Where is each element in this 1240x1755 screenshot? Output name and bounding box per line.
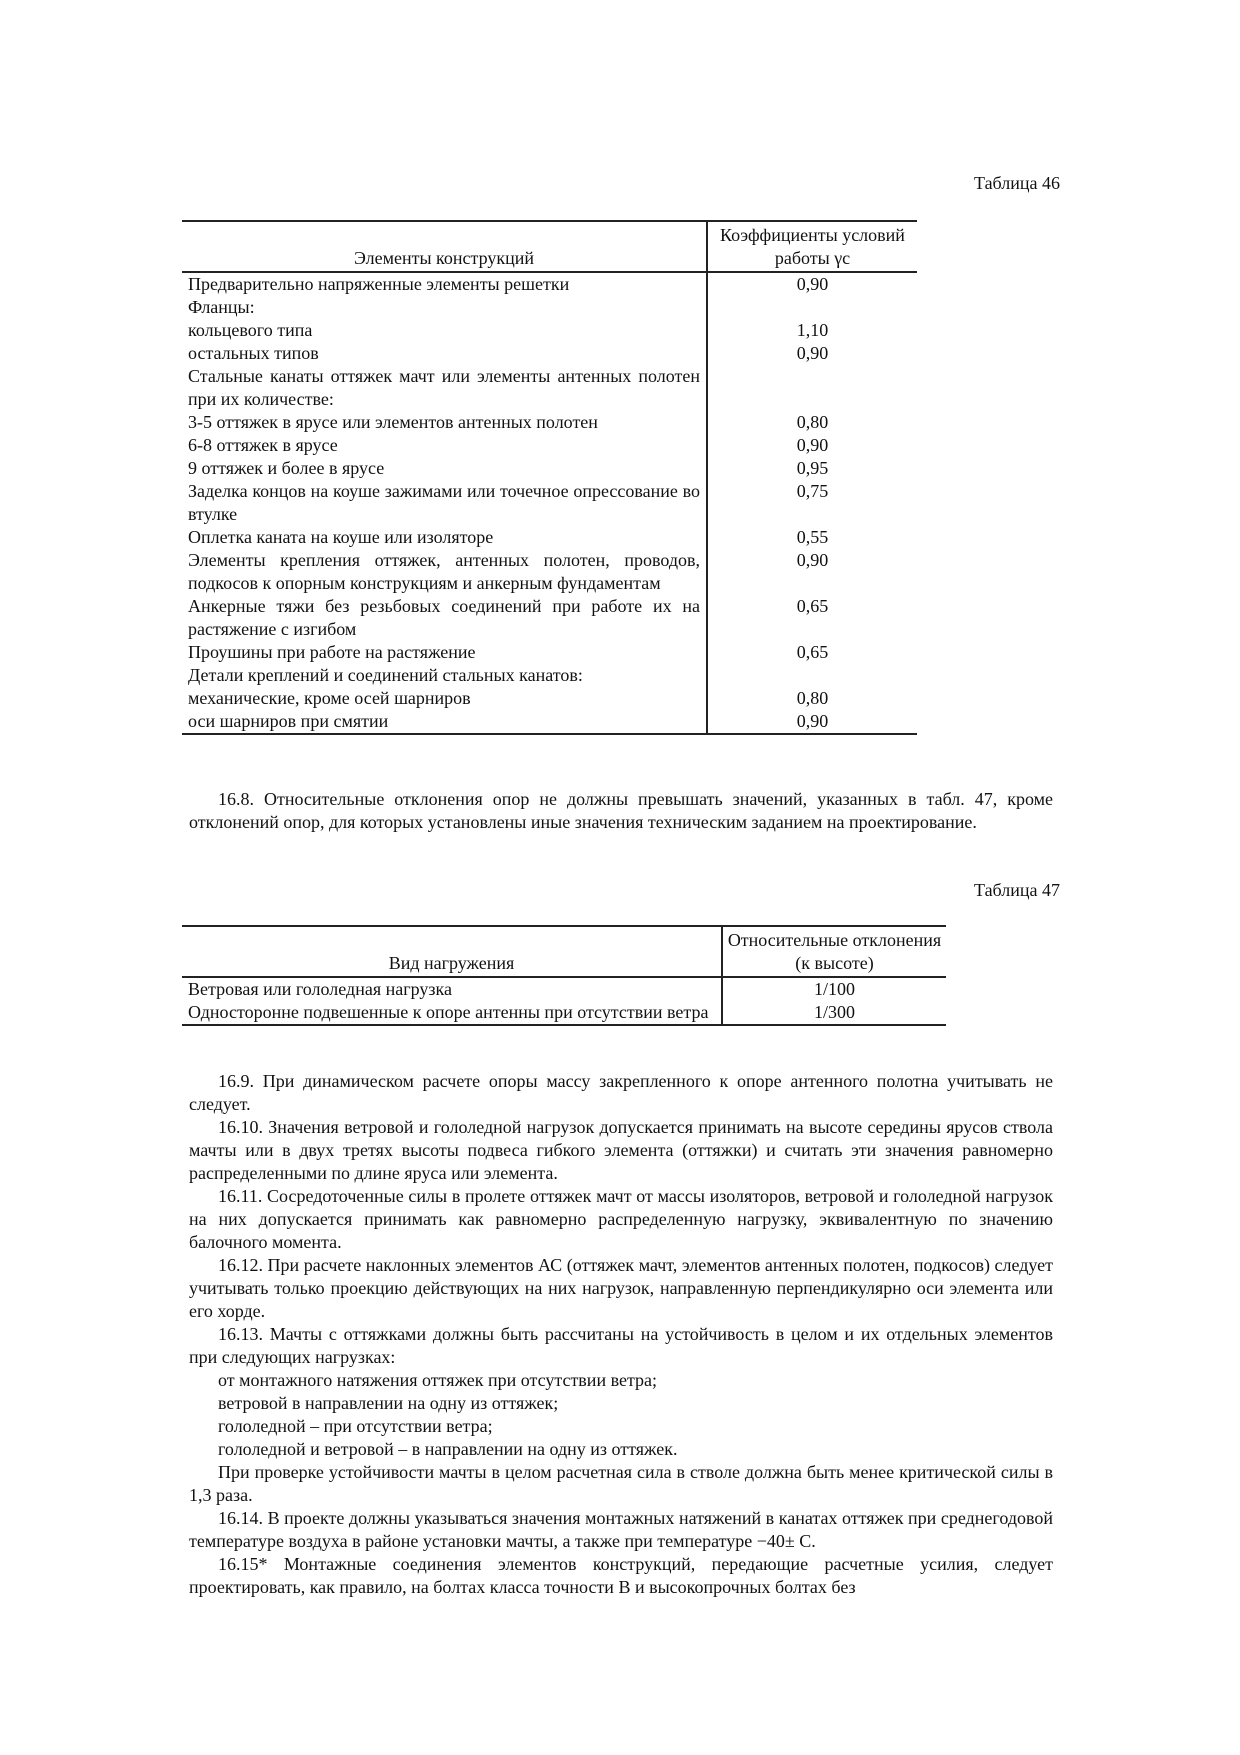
table-46 bbox=[182, 220, 917, 735]
table-row bbox=[182, 664, 917, 687]
paragraph: гололедной – при отсутствии ветра; bbox=[218, 1416, 493, 1436]
row-value: 0,80 bbox=[707, 411, 917, 434]
body-paragraphs bbox=[189, 1070, 1053, 1599]
row-label: Ветровая или гололедная нагрузка bbox=[188, 979, 452, 999]
paragraph: гололедной и ветровой – в направлении на одну из оттяжек. bbox=[218, 1439, 678, 1459]
row-label: Оплетка каната на коуше или изоляторе bbox=[188, 527, 494, 547]
row-value bbox=[707, 296, 917, 319]
row-value: 0,90 bbox=[707, 549, 917, 595]
row-value bbox=[707, 664, 917, 687]
table-row bbox=[182, 641, 917, 664]
row-label: Анкерные тяжи без резьбовых соединений при работе их на растяжение с изгибом bbox=[188, 596, 700, 639]
table-row bbox=[182, 1001, 946, 1025]
row-label: Элементы крепления оттяжек, антенных полотен, проводов, подкосов к опорным конструкциям и анкерным фундаментам bbox=[188, 550, 700, 593]
table-header-elements: Элементы конструкций bbox=[182, 221, 707, 272]
row-value: 0,65 bbox=[707, 641, 917, 664]
table-row bbox=[182, 480, 917, 526]
row-label: кольцевого типа bbox=[188, 320, 313, 340]
row-value: 0,90 bbox=[707, 434, 917, 457]
table-46-caption: Таблица 46 bbox=[974, 173, 1060, 193]
row-value: 0,90 bbox=[707, 272, 917, 296]
table-row bbox=[182, 526, 917, 549]
table-row bbox=[182, 977, 946, 1001]
paragraph-16-8: 16.8. Относительные отклонения опор не должны превышать значений, указанных в табл. 47, кроме отклонений опор, для которых установлены иные значения техническим заданием на проектирование. bbox=[189, 789, 1053, 832]
row-value bbox=[707, 365, 917, 411]
row-label: остальных типов bbox=[188, 343, 319, 363]
paragraph: 16.11. Сосредоточенные силы в пролете оттяжек мачт от массы изоляторов, ветровой и гололедной нагрузок на них допускается принимать как равномерно распределенную нагрузку, эквивалентную по значению балочного момента. bbox=[189, 1186, 1053, 1252]
row-label: 6-8 оттяжек в ярусе bbox=[188, 435, 338, 455]
row-value: 0,95 bbox=[707, 457, 917, 480]
paragraph: 16.15* Монтажные соединения элементов конструкций, передающие расчетные усилия, следует проектировать, как правило, на болтах класса точности В и высокопрочных болтах без bbox=[189, 1554, 1053, 1597]
row-label: механические, кроме осей шарниров bbox=[188, 688, 471, 708]
row-label: Детали креплений и соединений стальных канатов: bbox=[188, 665, 583, 685]
paragraph: от монтажного натяжения оттяжек при отсутствии ветра; bbox=[218, 1370, 658, 1390]
table-header-coefficients: Коэффициенты условий работы γc bbox=[707, 221, 917, 272]
table-row bbox=[182, 687, 917, 710]
table-row bbox=[182, 296, 917, 319]
table-header-load-type: Вид нагружения bbox=[182, 926, 722, 977]
row-value: 0,65 bbox=[707, 595, 917, 641]
row-value: 1/300 bbox=[722, 1001, 946, 1025]
row-value: 1,10 bbox=[707, 319, 917, 342]
row-value: 0,55 bbox=[707, 526, 917, 549]
row-label: Стальные канаты оттяжек мачт или элементы антенных полотен при их количестве: bbox=[188, 366, 700, 409]
row-label: Проушины при работе на растяжение bbox=[188, 642, 476, 662]
paragraph: 16.10. Значения ветровой и гололедной нагрузок допускается принимать на высоте середины ярусов ствола мачты или в двух третях высоты подвеса гибкого элемента (оттяжки) и считать эти значения равномерно распределенными по длине яруса или элемента. bbox=[189, 1117, 1053, 1183]
row-value: 1/100 bbox=[722, 977, 946, 1001]
row-value: 0,90 bbox=[707, 710, 917, 734]
row-value: 0,80 bbox=[707, 687, 917, 710]
table-row bbox=[182, 595, 917, 641]
table-row bbox=[182, 434, 917, 457]
paragraph: 16.9. При динамическом расчете опоры массу закрепленного к опоре антенного полотна учитывать не следует. bbox=[189, 1071, 1053, 1114]
table-row bbox=[182, 319, 917, 342]
table-47 bbox=[182, 925, 946, 1026]
table-row bbox=[182, 342, 917, 365]
table-row bbox=[182, 457, 917, 480]
row-label: оси шарниров при смятии bbox=[182, 710, 707, 734]
row-label: Заделка концов на коуше зажимами или точечное опрессование во втулке bbox=[188, 481, 700, 524]
paragraph: 16.13. Мачты с оттяжками должны быть рассчитаны на устойчивость в целом и их отдельных элементов при следующих нагрузках: bbox=[189, 1324, 1053, 1367]
table-row bbox=[182, 272, 917, 296]
table-header-deflection: Относительные отклонения (к высоте) bbox=[722, 926, 946, 977]
row-label: 9 оттяжек и более в ярусе bbox=[188, 458, 385, 478]
paragraph: При проверке устойчивости мачты в целом расчетная сила в стволе должна быть менее критической силы в 1,3 раза. bbox=[189, 1462, 1053, 1505]
paragraph: 16.14. В проекте должны указываться значения монтажных натяжений в канатах оттяжек при среднегодовой температуре воздуха в районе установки мачты, а также при температуре −40± С. bbox=[189, 1508, 1053, 1551]
paragraph: 16.12. При расчете наклонных элементов АС (оттяжек мачт, элементов антенных полотен, подкосов) следует учитывать только проекцию действующих на них нагрузок, направленную перпендикулярно оси элемента или его хорде. bbox=[189, 1255, 1053, 1321]
row-label: 3-5 оттяжек в ярусе или элементов антенных полотен bbox=[188, 412, 598, 432]
table-row bbox=[182, 411, 917, 434]
table-row bbox=[182, 365, 917, 411]
table-row bbox=[182, 549, 917, 595]
row-label: Предварительно напряженные элементы решетки bbox=[188, 274, 570, 294]
table-47-caption: Таблица 47 bbox=[974, 880, 1060, 900]
row-label: Односторонне подвешенные к опоре антенны при отсутствии ветра bbox=[182, 1001, 722, 1025]
row-value: 0,75 bbox=[707, 480, 917, 526]
row-value: 0,90 bbox=[707, 342, 917, 365]
paragraph: ветровой в направлении на одну из оттяжек; bbox=[218, 1393, 559, 1413]
row-label: Фланцы: bbox=[188, 297, 255, 317]
table-row bbox=[182, 710, 917, 734]
